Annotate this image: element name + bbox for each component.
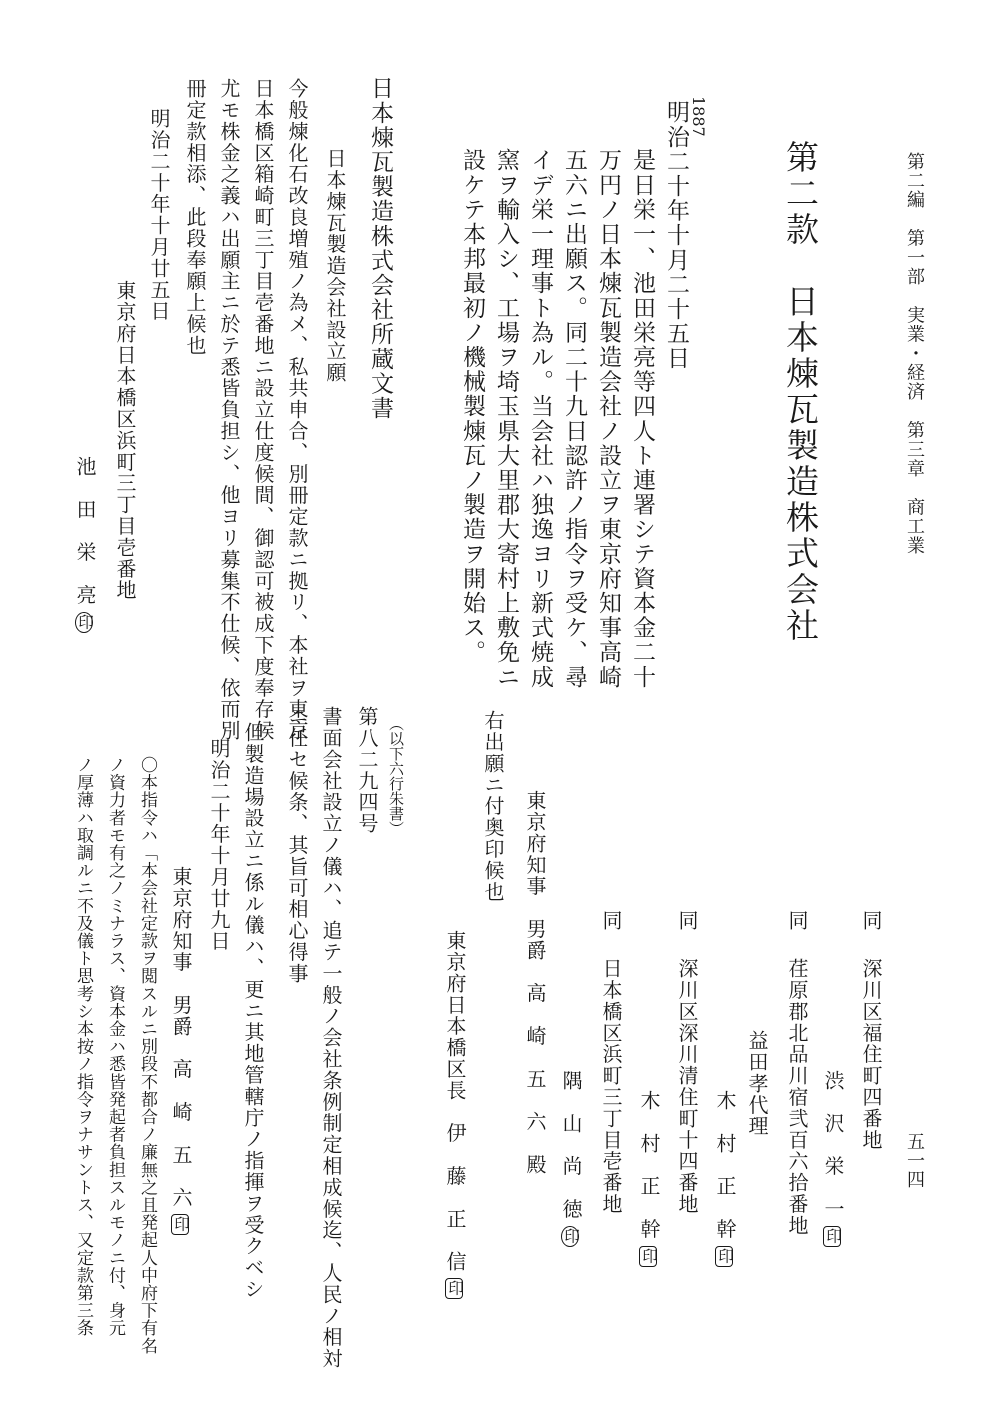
petition-title: 日本煉瓦製造会社設立願 <box>323 148 347 384</box>
petition-date: 明治二十年十月廿五日 <box>147 108 171 322</box>
petition-address: 東京府日本橋区浜町三丁目壱番地 <box>113 280 137 601</box>
year-note: 1887 <box>689 96 708 137</box>
signatory-name <box>823 1070 843 1247</box>
signatory-prefix: 同 <box>859 910 883 932</box>
petition-body-line: 冊定款相添、此段奉願上候也 <box>183 78 207 357</box>
signatory-prefix: 同 <box>675 910 699 932</box>
official-name: 東京府日本橋区長 伊 藤 正 信 <box>443 930 467 1273</box>
signatory-name <box>561 1070 581 1247</box>
seal-mark: 印 <box>172 1216 190 1234</box>
signatory-name-text: 木 村 正 幹 <box>713 1090 737 1240</box>
seal-mark: 印 <box>824 1227 842 1245</box>
signatory-prefix: 同 <box>599 910 623 932</box>
order-body-line: 但製造場設立ニ係ル儀ハ、更ニ其地管轄庁ノ指揮ヲ受クベシ <box>241 722 265 1300</box>
order-official <box>171 866 191 1235</box>
intro-line: 窯ヲ輸入シ、工場ヲ埼玉県大里郡大寄村上敷免ニ <box>493 148 519 690</box>
signatory-name-text: 木 村 正 幹 <box>637 1090 661 1240</box>
intro-date: 明治二十年十月二十五日 <box>663 100 689 371</box>
order-date: 明治二十年十月廿九日 <box>207 738 231 952</box>
signatory-address: 荏原郡北品川宿弐百六拾番地 <box>785 958 809 1237</box>
signatory-name-text: 隅 山 尚 徳 <box>559 1070 583 1220</box>
intro-line: 万円ノ日本煉瓦製造会社ノ設立ヲ東京府知事高崎 <box>595 148 621 690</box>
order-body-line: ニ任セ候条、其旨可相心得事 <box>285 706 309 985</box>
signatory-name-text: 渋 沢 栄 一 <box>821 1070 845 1220</box>
petition-body-line: 尤モ株金之義ハ出願主ニ於テ悉皆負担シ、他ヨリ募集不仕候、依而別 <box>217 78 241 742</box>
signatory-name <box>639 1090 659 1267</box>
petition-body-line: 日本橋区箱崎町三丁目壱番地ニ設立仕度候間、御認可被成下度奉存候 <box>251 78 275 742</box>
seal-mark: 印 <box>562 1227 580 1245</box>
intro-line: 設ケテ本邦最初ノ機械製煉瓦ノ製造ヲ開始ス。 <box>459 148 485 665</box>
signer-name: 池 田 栄 亮 <box>73 456 97 606</box>
note-line: 〇本指令ハ「本会社定款ヲ閲スルニ別段不都合ノ廉無之且発起人中府下有名 <box>137 756 157 1355</box>
note-line: ノ厚薄ハ取調ルニ不及儀ト思考シ本按ノ指令ヲナサントス、又定款第三条 <box>73 756 93 1337</box>
petition-body-line: 今般煉化石改良増殖ノ為メ、私共申合、別冊定款ニ拠リ、本社ヲ東京 <box>285 78 309 742</box>
signatory-prefix: 同 <box>785 910 809 932</box>
page-number: 五一四 <box>904 1132 925 1190</box>
official-name: 東京府知事 男爵 高 崎 五 六 <box>169 866 193 1209</box>
seal-mark: 印 <box>716 1247 734 1265</box>
order-number: 第八二九四号 <box>355 706 379 835</box>
source-title: 日本煉瓦製造株式会社所蔵文書 <box>367 76 393 421</box>
seal-mark: 印 <box>76 613 94 631</box>
addressee-line: 東京府知事 男爵 高 崎 五 六 殿 <box>523 790 547 1176</box>
intro-line: 五六ニ出願ス。同二十九日認許ノ指令ヲ受ケ、尋 <box>561 148 587 690</box>
running-head: 第二編 第一部 実業・経済 第三章 商工業 <box>904 152 925 556</box>
order-body-line: 書面会社設立ノ儀ハ、追テ一般ノ会社条例制定相成候迄、人民ノ相対 <box>319 706 343 1370</box>
endorsement-note: 右出願ニ付奥印候也 <box>481 710 505 903</box>
signatory-proxy: 益田孝代理 <box>745 1030 769 1137</box>
note-line: ノ資力者モ有之ノミナラス、資本金ハ悉皆発起者負担スルモノニ付、身元 <box>105 756 125 1337</box>
signatory-address: 深川区福住町四番地 <box>859 958 883 1151</box>
intro-line: 是日栄一、池田栄亮等四人ト連署シテ資本金二十 <box>629 148 655 690</box>
signatory-name <box>715 1090 735 1267</box>
intro-line: イデ栄一理事ト為ル。当会社ハ独逸ヨリ新式焼成 <box>527 148 553 690</box>
seal-mark: 印 <box>446 1280 464 1298</box>
seal-mark: 印 <box>640 1247 658 1265</box>
endorsement-official <box>445 930 465 1299</box>
section-title: 第二款 日本煉瓦製造株式会社 <box>781 140 820 644</box>
signatory-address: 日本橋区浜町三丁目壱番地 <box>599 958 623 1215</box>
petition-signer <box>75 456 95 633</box>
order-annotation: （以下六行朱書） <box>387 716 405 836</box>
signatory-address: 深川区深川清住町十四番地 <box>675 958 699 1215</box>
